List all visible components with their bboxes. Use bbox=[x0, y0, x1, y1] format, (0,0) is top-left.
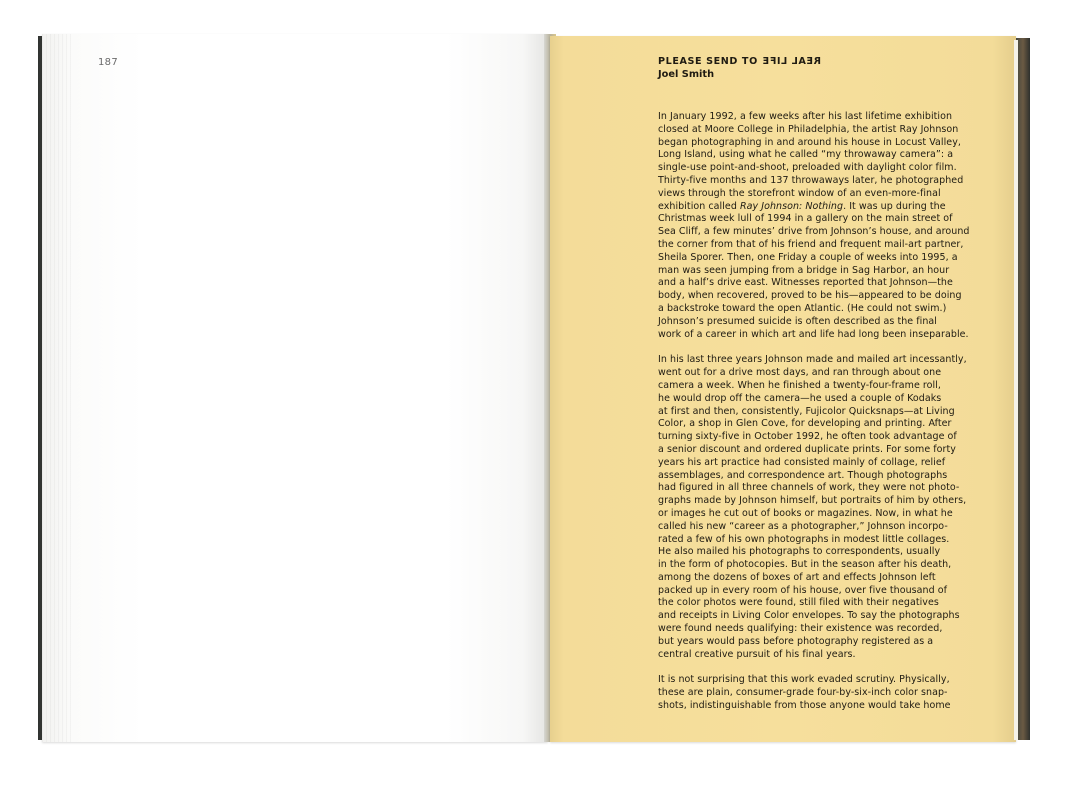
text-line: In January 1992, a few weeks after his last lifetime exhibition bbox=[658, 111, 953, 122]
text-line: closed at Moore College in Philadelphia, the artist Ray Johnson bbox=[658, 123, 959, 135]
text-line: views through the storefront window of an even-more-final bbox=[658, 187, 941, 199]
text-line: It is not surprising that this work evaded scrutiny. Physically, bbox=[658, 674, 950, 686]
left-page bbox=[42, 34, 548, 742]
article-author: Joel Smith bbox=[658, 69, 715, 80]
text-line: work of a career in which art and life had long been inseparable. bbox=[658, 328, 969, 340]
text-line: went out for a drive most days, and ran through about one bbox=[658, 367, 942, 379]
text-line: had figured in all three channels of work, they were not photo- bbox=[658, 482, 960, 494]
text-line: Thirty-five months and 137 throwaways later, he photographed bbox=[658, 174, 964, 186]
text-line: or images he cut out of books or magazines. Now, in what he bbox=[658, 507, 953, 519]
text-line: Sea Cliff, a few minutes’ drive from Johnson’s house, and around bbox=[658, 226, 970, 238]
right-page-stack-edge bbox=[1014, 40, 1018, 740]
text-line: packed up in every room of his house, over five thousand of bbox=[658, 584, 948, 596]
text-line: Christmas week lull of 1994 in a gallery on the main street of bbox=[658, 213, 953, 225]
article-paragraph bbox=[658, 674, 992, 712]
text-line: exhibition called Ray Johnson: Nothing. It was up during the bbox=[658, 200, 946, 212]
text-line: man was seen jumping from a bridge in Sag Harbor, an hour bbox=[658, 264, 950, 276]
text-line: these are plain, consumer-grade four-by-six-inch color snap- bbox=[658, 687, 948, 699]
article-title-prefix: PLEASE SEND TO bbox=[658, 56, 762, 67]
text-line: graphs made by Johnson himself, but portraits of him by others, bbox=[658, 495, 967, 507]
page-number: 187 bbox=[98, 57, 118, 68]
text-line: the color photos were found, still filed with their negatives bbox=[658, 597, 939, 609]
article bbox=[658, 56, 992, 726]
text-line: Sheila Sporer. Then, one Friday a couple of weeks into 1995, a bbox=[658, 251, 958, 263]
text-line: he would drop off the camera—he used a couple of Kodaks bbox=[658, 392, 942, 404]
text-line: Color, a shop in Glen Cove, for developing and printing. After bbox=[658, 418, 952, 430]
book-cover-right-edge bbox=[1016, 38, 1030, 740]
text-line: rated a few of his own photographs in modest little collages. bbox=[658, 533, 950, 545]
article-body bbox=[658, 111, 992, 713]
text-line: in the form of photocopies. But in the season after his death, bbox=[658, 559, 952, 571]
text-line: a senior discount and ordered duplicate prints. For some forty bbox=[658, 443, 956, 455]
right-page bbox=[550, 36, 1016, 742]
article-paragraph bbox=[658, 111, 992, 341]
text-line: He also mailed his photographs to correspondents, usually bbox=[658, 546, 941, 558]
text-line: Johnson’s presumed suicide is often described as the final bbox=[658, 315, 937, 327]
article-title-mirrored: REAL LIFE bbox=[761, 56, 821, 67]
page-stack-edge bbox=[42, 34, 72, 742]
text-line: In his last three years Johnson made and mailed art incessantly, bbox=[658, 354, 967, 366]
text-line: years his art practice had consisted mainly of collage, relief bbox=[658, 456, 946, 468]
article-title bbox=[658, 56, 992, 68]
text-line: and a half’s drive east. Witnesses reported that Johnson—the bbox=[658, 277, 953, 289]
article-paragraph bbox=[658, 354, 992, 661]
text-line: among the dozens of boxes of art and effects Johnson left bbox=[658, 571, 936, 583]
text-line: Long Island, using what he called “my throwaway camera”: a bbox=[658, 149, 954, 161]
text-line: central creative pursuit of his final years. bbox=[658, 648, 856, 660]
text-line: turning sixty-five in October 1992, he often took advantage of bbox=[658, 431, 957, 443]
text-line: assemblages, and correspondence art. Though photographs bbox=[658, 469, 948, 481]
text-line: called his new “career as a photographer,” Johnson incorpo- bbox=[658, 520, 948, 532]
text-line: body, when recovered, proved to be his—appeared to be doing bbox=[658, 290, 962, 302]
open-book bbox=[38, 34, 1030, 742]
text-line: the corner from that of his friend and frequent mail-art partner, bbox=[658, 238, 964, 250]
text-line: were found needs qualifying: their existence was recorded, bbox=[658, 623, 943, 635]
text-line: camera a week. When he finished a twenty-four-frame roll, bbox=[658, 379, 941, 391]
text-line: shots, indistinguishable from those anyone would take home bbox=[658, 700, 951, 712]
text-line: at first and then, consistently, Fujicolor Quicksnaps—at Living bbox=[658, 405, 955, 417]
text-line: single-use point-and-shoot, preloaded with daylight color film. bbox=[658, 162, 957, 174]
text-line: but years would pass before photography registered as a bbox=[658, 635, 934, 647]
text-line: and receipts in Living Color envelopes. To say the photographs bbox=[658, 610, 960, 622]
text-line: began photographing in and around his house in Locust Valley, bbox=[658, 136, 961, 148]
text-line: a backstroke toward the open Atlantic. (He could not swim.) bbox=[658, 302, 947, 314]
